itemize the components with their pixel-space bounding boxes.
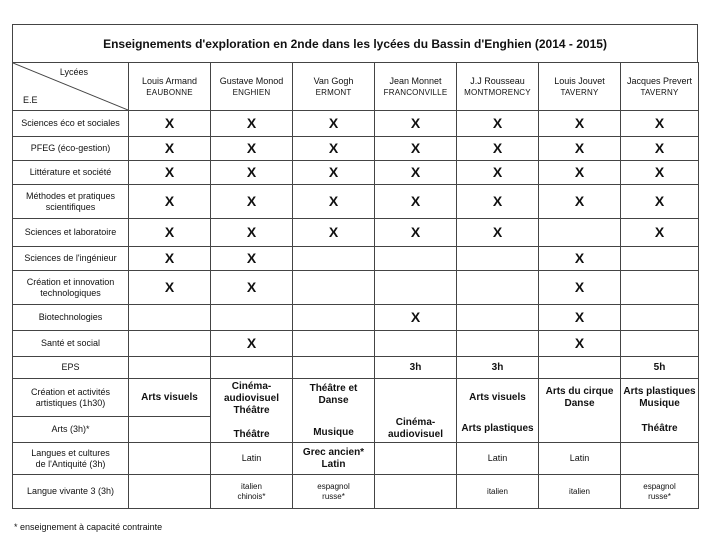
mark: X <box>539 185 621 219</box>
mark: X <box>211 137 293 161</box>
school-name: Louis Jouvet <box>554 75 605 86</box>
row-label: Santé et social <box>13 331 129 357</box>
empty-cell <box>211 357 293 379</box>
empty-cell <box>375 331 457 357</box>
mark: X <box>621 111 699 137</box>
arts-cell <box>375 417 457 443</box>
mark: X <box>211 111 293 137</box>
school-header <box>211 63 293 111</box>
empty-cell <box>129 443 211 475</box>
mark: X <box>539 331 621 357</box>
school-name: Jean Monnet <box>389 75 442 86</box>
langue-cell <box>293 443 375 475</box>
school-header <box>129 63 211 111</box>
empty-cell <box>129 475 211 509</box>
mark: X <box>621 219 699 247</box>
empty-cell <box>293 271 375 305</box>
mark: X <box>539 247 621 271</box>
table-row <box>13 331 699 357</box>
cell-line: espagnol <box>317 481 350 491</box>
empty-cell <box>621 305 699 331</box>
cell-line: italien <box>241 481 262 491</box>
hours-cell: 5h <box>621 357 699 379</box>
mark: X <box>211 247 293 271</box>
row-label: EPS <box>13 357 129 379</box>
mark: X <box>211 219 293 247</box>
mark: X <box>129 271 211 305</box>
table-row <box>13 443 699 475</box>
mark: X <box>539 305 621 331</box>
school-header <box>539 63 621 111</box>
creation-cell <box>621 379 699 417</box>
mark: X <box>621 161 699 185</box>
table-row <box>13 357 699 379</box>
table-row <box>13 247 699 271</box>
school-name: Van Gogh <box>313 75 354 86</box>
creation-cell: Arts visuels <box>129 379 211 417</box>
row-label: Langue vivante 3 (3h) <box>13 475 129 509</box>
row-label: Littérature et société <box>13 161 129 185</box>
cell-line: Théâtre <box>233 428 270 440</box>
mark: X <box>375 111 457 137</box>
row-label: Sciences et laboratoire <box>13 219 129 247</box>
mark: X <box>457 185 539 219</box>
mark: X <box>539 137 621 161</box>
school-city: ENGHIEN <box>232 87 271 97</box>
corner-cell <box>13 63 129 111</box>
mark: X <box>293 161 375 185</box>
school-city: TAVERNY <box>560 87 599 97</box>
hours-cell: 3h <box>375 357 457 379</box>
empty-cell <box>129 305 211 331</box>
empty-cell <box>129 357 211 379</box>
school-header <box>621 63 699 111</box>
school-header <box>375 63 457 111</box>
cell-line: Théâtre et <box>309 382 358 394</box>
mark: X <box>457 111 539 137</box>
cell-line: russe* <box>322 491 345 501</box>
row-label: Sciences de l'ingénieur <box>13 247 129 271</box>
empty-cell <box>457 305 539 331</box>
table-row <box>13 137 699 161</box>
empty-cell <box>457 271 539 305</box>
row-label: Création et innovation technologiques <box>13 271 129 305</box>
row-label: Méthodes et pratiques scientifiques <box>13 185 129 219</box>
mark: X <box>621 185 699 219</box>
empty-cell <box>457 247 539 271</box>
empty-cell <box>129 331 211 357</box>
school-header <box>457 63 539 111</box>
mark: X <box>621 137 699 161</box>
school-city: MONTMORENCY <box>464 87 531 97</box>
langue-cell: Latin <box>539 443 621 475</box>
mark: X <box>211 331 293 357</box>
row-label: Biotechnologies <box>13 305 129 331</box>
row-label: Arts (3h)* <box>13 417 129 443</box>
mark: X <box>375 137 457 161</box>
empty-cell <box>375 379 457 417</box>
school-city: ERMONT <box>315 87 352 97</box>
langue-cell: Latin <box>457 443 539 475</box>
mark: X <box>211 185 293 219</box>
school-name: Gustave Monod <box>219 75 284 86</box>
school-name: Jacques Prevert <box>626 75 693 86</box>
school-header <box>293 63 375 111</box>
empty-cell <box>539 417 621 443</box>
mark: X <box>375 219 457 247</box>
cell-line: Danse <box>318 394 349 406</box>
mark: X <box>293 185 375 219</box>
row-label: Sciences éco et sociales <box>13 111 129 137</box>
corner-top-label: Lycées <box>59 67 88 77</box>
header-row <box>13 63 699 111</box>
school-name: J.J Rousseau <box>470 75 525 86</box>
school-city: FRANCONVILLE <box>383 87 448 97</box>
table-row <box>13 219 699 247</box>
cell-line: espagnol <box>643 481 676 491</box>
row-label: Création et activités artistiques (1h30) <box>13 379 129 417</box>
cell-line: Théâtre <box>233 404 270 416</box>
cell-line: chinois* <box>237 491 266 501</box>
empty-cell <box>621 247 699 271</box>
hours-cell: 3h <box>457 357 539 379</box>
empty-cell <box>375 247 457 271</box>
label-line: Langues et cultures <box>31 447 110 458</box>
lv3-cell <box>621 475 699 509</box>
mark: X <box>129 111 211 137</box>
empty-cell <box>375 475 457 509</box>
creation-arts-cell <box>293 379 375 443</box>
table-row <box>13 161 699 185</box>
empty-cell <box>375 443 457 475</box>
mark: X <box>457 219 539 247</box>
table-row <box>13 185 699 219</box>
empty-cell <box>293 247 375 271</box>
cell-line: Cinéma- <box>231 380 272 392</box>
empty-cell <box>211 305 293 331</box>
creation-arts-cell <box>211 379 293 443</box>
empty-cell <box>129 417 211 443</box>
arts-cell: Arts plastiques <box>457 417 539 443</box>
label-line: de l'Antiquité (3h) <box>35 458 106 469</box>
empty-cell <box>457 331 539 357</box>
langue-cell: Latin <box>211 443 293 475</box>
mark: X <box>129 185 211 219</box>
table-title: Enseignements d'exploration en 2nde dans les lycées du Bassin d'Enghien (2014 - 2015) <box>12 24 698 62</box>
empty-cell <box>539 219 621 247</box>
mark: X <box>457 161 539 185</box>
table-row <box>13 475 699 509</box>
table-row <box>13 111 699 137</box>
cell-line: Grec ancien* <box>302 446 365 458</box>
mark: X <box>293 219 375 247</box>
empty-cell <box>375 271 457 305</box>
mark: X <box>539 161 621 185</box>
lv3-cell <box>211 475 293 509</box>
table-row <box>13 271 699 305</box>
cell-line: Musique <box>639 397 680 409</box>
school-city: EAUBONNE <box>146 87 193 97</box>
mark: X <box>293 137 375 161</box>
mark: X <box>457 137 539 161</box>
mark: X <box>539 271 621 305</box>
document <box>12 24 698 509</box>
empty-cell <box>621 271 699 305</box>
mark: X <box>211 271 293 305</box>
cell-line: Arts du cirque <box>545 385 614 397</box>
cell-line: Latin <box>321 458 346 470</box>
cell-line: russe* <box>648 491 671 501</box>
table-row <box>13 305 699 331</box>
lv3-cell: italien <box>457 475 539 509</box>
row-label <box>13 443 129 475</box>
cell-line: Musique <box>313 426 354 438</box>
mark: X <box>375 161 457 185</box>
mark: X <box>129 219 211 247</box>
cell-line: Cinéma- <box>395 417 436 429</box>
creation-cell: Arts visuels <box>457 379 539 417</box>
mark: X <box>375 185 457 219</box>
school-city: TAVERNY <box>640 87 679 97</box>
empty-cell <box>621 443 699 475</box>
cell-line: Danse <box>564 397 595 409</box>
footnote: * enseignement à capacité contrainte <box>14 522 163 532</box>
empty-cell <box>293 331 375 357</box>
arts-cell: Théâtre <box>621 417 699 443</box>
creation-cell <box>539 379 621 417</box>
empty-cell <box>539 357 621 379</box>
table-row <box>13 379 699 417</box>
cell-line: Arts plastiques <box>623 385 696 397</box>
lv3-cell <box>293 475 375 509</box>
corner-bottom-label: E.E <box>23 95 38 105</box>
row-label: PFEG (éco-gestion) <box>13 137 129 161</box>
lv3-cell: italien <box>539 475 621 509</box>
cell-line: audiovisuel <box>223 392 279 404</box>
mark: X <box>539 111 621 137</box>
mark: X <box>129 137 211 161</box>
exploration-table <box>12 62 699 509</box>
mark: X <box>211 161 293 185</box>
school-name: Louis Armand <box>141 75 198 86</box>
mark: X <box>129 247 211 271</box>
mark: X <box>129 161 211 185</box>
mark: X <box>375 305 457 331</box>
empty-cell <box>293 357 375 379</box>
empty-cell <box>293 305 375 331</box>
mark: X <box>293 111 375 137</box>
empty-cell <box>621 331 699 357</box>
cell-line: audiovisuel <box>387 429 443 441</box>
